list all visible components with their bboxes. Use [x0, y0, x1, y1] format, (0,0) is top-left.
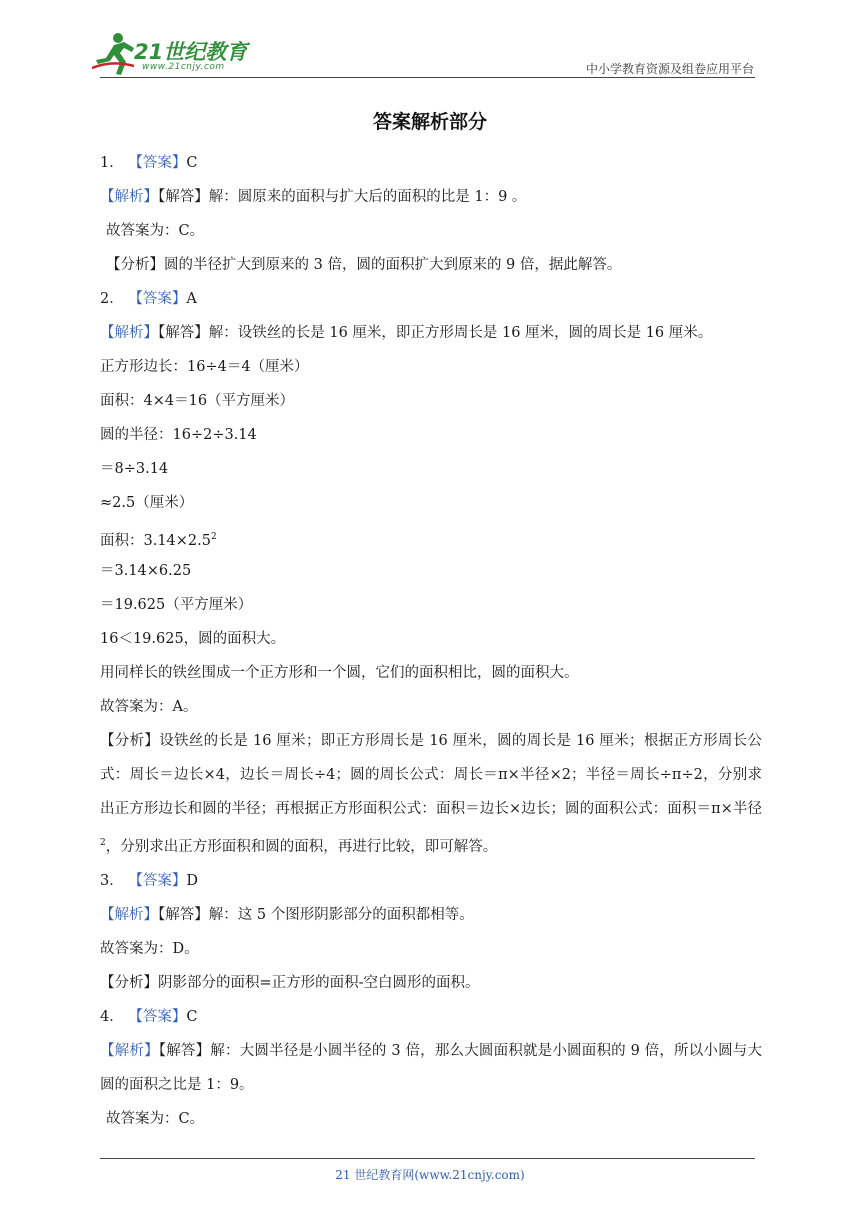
- logo-url: www.21cnjy.com: [142, 62, 225, 72]
- page-footer: 21 世纪教育网(www.21cnjy.com): [335, 1168, 525, 1182]
- analysis-text-end: ，分别求出正方形面积和圆的面积，再进行比较，即可解答。: [105, 838, 498, 855]
- logo: [92, 30, 272, 80]
- logo-text: 21世纪教育: [134, 40, 248, 64]
- q3-answer: [100, 864, 762, 898]
- q1-analysis: 【分析】圆的半径扩大到原来的 3 倍，圆的面积扩大到原来的 9 倍，据此解答。: [106, 257, 622, 273]
- answer-tag: 【答案】: [128, 291, 187, 307]
- footer-divider: [100, 1158, 755, 1159]
- question-number: 2．: [100, 291, 124, 307]
- q2-step: 16＜19.625，圆的面积大。: [100, 631, 286, 647]
- exponent: 2: [100, 838, 106, 848]
- q3-analysis: 【分析】阴影部分的面积=正方形的面积-空白圆形的面积。: [100, 974, 480, 991]
- q2-step: 面积：4×4＝16（平方厘米）: [100, 393, 295, 409]
- analysis-tag: 【解析】: [100, 325, 158, 341]
- q1-explanation: [100, 180, 762, 214]
- q2-step: ＝19.625（平方厘米）: [100, 597, 253, 613]
- q2-explanation: [100, 316, 762, 350]
- answer-content: [100, 146, 762, 1136]
- explanation-text: 【解答】解：这 5 个图形阴影部分的面积都相等。: [158, 906, 474, 923]
- answer-tag: 【答案】: [128, 872, 187, 889]
- analysis-tag: 【解析】: [100, 189, 158, 205]
- analysis-text: 【分析】设铁丝的长是 16 厘米；即正方形周长是 16 厘米，圆的周长是 16 厘米；根据正方形周长公式：周长＝边长×4，边长＝周长÷4；圆的周长公式：周长＝π×半径×2；半径＝周长÷π÷2，分别求出正方形边长和圆的半径；再根据正方形面积公式：面积＝边长×边长；圆的面积公式：面积＝π×半径: [100, 733, 762, 817]
- runner-logo-icon: [92, 30, 136, 76]
- q2-step: ＝3.14×6.25: [100, 563, 192, 579]
- formula-text: 面积：3.14×2.5: [100, 532, 211, 549]
- answer-value: D: [186, 872, 198, 889]
- analysis-tag: 【解析】: [100, 906, 158, 923]
- exponent: 2: [211, 532, 217, 542]
- answer-value: C: [186, 1008, 198, 1025]
- platform-name: 中小学教育资源及组卷应用平台: [585, 62, 754, 76]
- q3-explanation: [100, 898, 762, 932]
- page-header: [0, 0, 860, 90]
- q2-step: 圆的半径：16÷2÷3.14: [100, 427, 257, 443]
- answer-value: A: [186, 291, 197, 307]
- explanation-text: 【解答】解：圆原来的面积与扩大后的面积的比是 1：9 。: [158, 189, 527, 205]
- analysis-tag: 【解析】: [100, 1042, 159, 1059]
- page-title: 答案解析部分: [372, 111, 487, 133]
- q4-explanation: [100, 1034, 762, 1102]
- q2-step: 正方形边长：16÷4＝4（厘米）: [100, 359, 309, 375]
- explanation-text: 【解答】解：设铁丝的长是 16 厘米，即正方形周长是 16 厘米，圆的周长是 16 厘米。: [158, 325, 713, 341]
- answer-tag: 【答案】: [128, 1008, 187, 1025]
- q2-analysis: [100, 724, 762, 864]
- q2-answer: [100, 282, 762, 316]
- answer-tag: 【答案】: [128, 155, 187, 171]
- question-number: 1．: [100, 155, 124, 171]
- q1-conclusion: 故答案为：C。: [106, 223, 205, 239]
- explanation-text: 【解答】解：大圆半径是小圆半径的 3 倍，那么大圆面积就是小圆面积的 9 倍，所以小圆与大圆的面积之比是 1：9。: [100, 1042, 763, 1093]
- q2-conclusion: 故答案为：A。: [100, 699, 198, 715]
- q2-step: [100, 520, 762, 554]
- q4-conclusion: 故答案为：C。: [106, 1110, 205, 1127]
- q4-answer: [100, 1000, 762, 1034]
- question-number: 3．: [100, 872, 124, 889]
- question-number: 4．: [100, 1008, 124, 1025]
- q2-step: ＝8÷3.14: [100, 461, 169, 477]
- q1-answer: [100, 146, 762, 180]
- q2-step: ≈2.5（厘米）: [100, 495, 194, 511]
- q3-conclusion: 故答案为：D。: [100, 940, 199, 957]
- q2-step: 用同样长的铁丝围成一个正方形和一个圆，它们的面积相比，圆的面积大。: [100, 665, 579, 681]
- header-divider: [100, 77, 755, 78]
- answer-value: C: [186, 155, 198, 171]
